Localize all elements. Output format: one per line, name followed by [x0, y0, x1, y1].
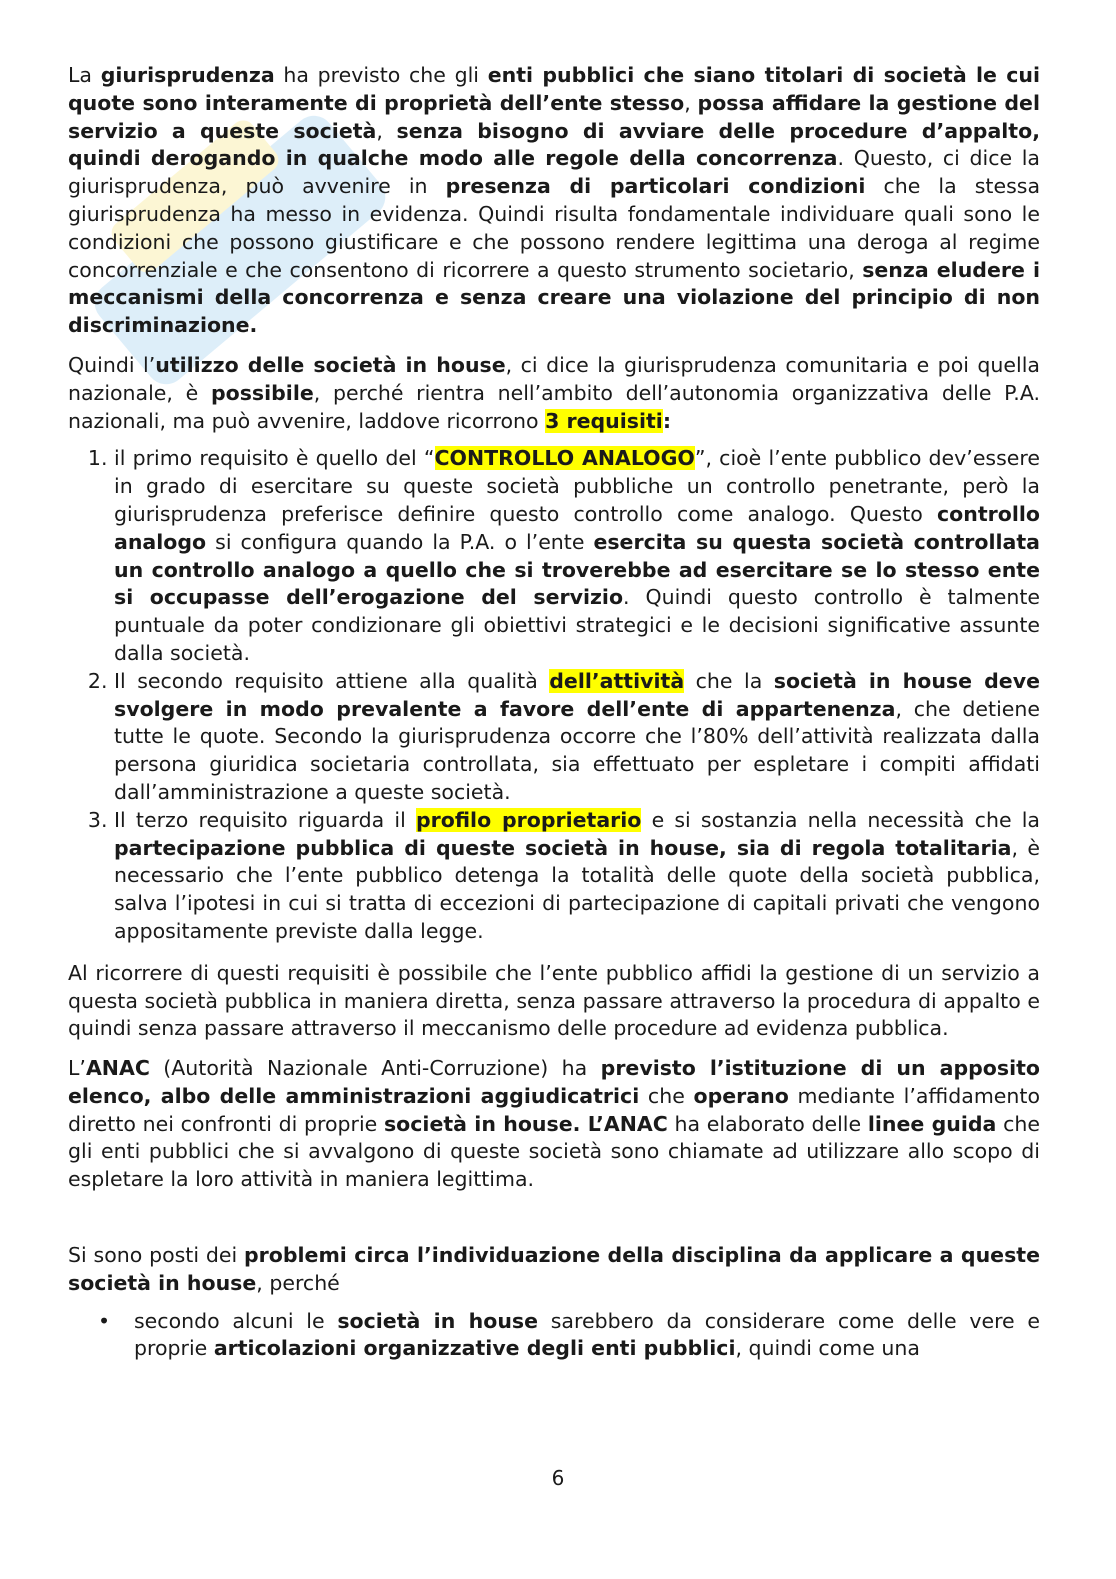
requisito-item-2: 2. Il secondo requisito attiene alla qualità dell’attività che la società in house deve svolgere in modo prevalente a favore dell’ente di appartenenza, che detiene tutte le quote. Secondo la giurisprudenza occorre che l’80% dell’attività realizzata dalla persona giuridica societaria controllata, sia effettuato per espletare i compiti affidati dall’amministrazione a queste società. — [114, 668, 1040, 807]
bullet-item-1 — [98, 1308, 1040, 1364]
page-number: 6 — [551, 1466, 565, 1490]
paragraph-ricorrere-requisiti: Al ricorrere di questi requisiti è possibile che l’ente pubblico affidi la gestione di un servizio a questa società pubblica in maniera diretta, senza passare attraverso la procedura di appalto e quindi senza passare attraverso il meccanismo delle procedure ad evidenza pubblica. — [68, 960, 1040, 1041]
paragraph-utilizzo-in-house: Quindi l’utilizzo delle società in house, ci dice la giurisprudenza comunitaria e poi quella nazionale, è possibile, perché rientra nell’ambito dell’autonomia organizzativa delle P.A. nazionali, ma può avvenire, laddove ricorrono 3 requisiti: — [68, 352, 1040, 433]
requisito-item-1: 1. il primo requisito è quello del “CONTROLLO ANALOGO”, cioè l’ente pubblico dev’essere in grado di esercitare su queste società pubbliche un controllo penetrante, però la giurisprudenza preferisce definire questo controllo come analogo. Questo controllo analogo si configura quando la P.A. o l’ente esercita su questa società controllata un controllo analogo a quello che si troverebbe ad esercitare se lo stesso ente si occupasse dell’erogazione del servizio. Quindi questo controllo è talmente puntuale da poter condizionare gli obiettivi strategici e le decisioni significative assunte dalla società. — [114, 445, 1040, 667]
bullet-item-text: secondo alcuni le società in house sarebbero da considerare come delle vere e proprie articolazioni organizzative degli enti pubblici, quindi come una — [134, 1308, 1040, 1361]
paragraph-giurisprudenza: La giurisprudenza ha previsto che gli enti pubblici che siano titolari di società le cui quote sono interamente di proprietà dell’ente stesso, possa affidare la gestione del servizio a queste società, senza bisogno di avviare delle procedure d’appalto, quindi derogando in qualche modo alle regole della concorrenza. Questo, ci dice la giurisprudenza, può avvenire in presenza di particolari condizioni che la stessa giurisprudenza ha messo in evidenza. Quindi risulta fondamentale individuare quali sono le condizioni che possono giustificare e che possono rendere legittima una deroga al regime concorrenziale e che consentono di ricorrere a questo strumento societario, senza eludere i meccanismi della concorrenza e senza creare una violazione del principio di non discriminazione. — [68, 63, 1041, 338]
paragraph-anac: L’ANAC (Autorità Nazionale Anti-Corruzione) ha previsto l’istituzione di un apposito elenco, albo delle amministrazioni aggiudicatrici che operano mediante l’affidamento diretto nei confronti di proprie società in house. L’ANAC ha elaborato delle linee guida che gli enti pubblici che si avvalgono di queste società sono chiamate ad utilizzare allo scopo di espletare la loro attività in maniera legittima. — [68, 1056, 1040, 1192]
document-page — [68, 62, 1040, 1363]
bullet-list — [68, 1308, 1040, 1364]
paragraph-problemi-disciplina: Si sono posti dei problemi circa l’individuazione della disciplina da applicare a queste società in house, perché — [68, 1243, 1040, 1295]
bullet-marker: • — [98, 1308, 111, 1333]
requisiti-list — [68, 445, 1040, 945]
requisito-item-3: 3. Il terzo requisito riguarda il profilo proprietario e si sostanzia nella necessità che la partecipazione pubblica di queste società in house, sia di regola totalitaria, è necessario che l’ente pubblico detenga la totalità delle quote della società pubblica, salva l’ipotesi in cui si tratta di eccezioni di partecipazione di capitali privati che vengono appositamente previste dalla legge. — [114, 807, 1040, 946]
